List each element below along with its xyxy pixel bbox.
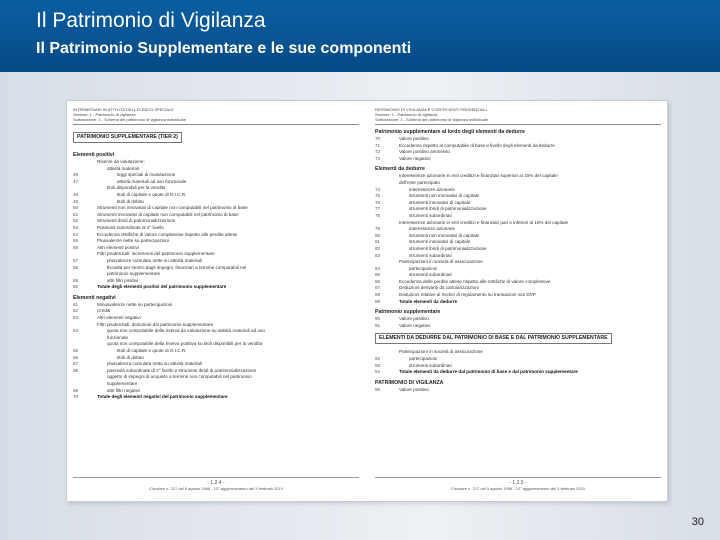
document-line-text: Filtri prudenziali: deduzioni dal patrimonio supplementare xyxy=(97,321,214,327)
document-line-text: Valore positivo ammesso xyxy=(399,149,450,155)
document-line-text: titoli di debito xyxy=(117,198,144,204)
document-line-code: 59 xyxy=(73,277,79,283)
document-line-code xyxy=(73,166,87,173)
document-line-item xyxy=(73,199,359,206)
document-line-item xyxy=(73,212,359,219)
document-line-item xyxy=(375,180,661,187)
document-section-heading: PATRIMONIO DI VIGILANZA xyxy=(375,379,444,386)
document-line-text: altri filtri negativi xyxy=(107,387,140,393)
header-line: PATRIMONIO DI VIGILANZA E COEFFICIENTI PRUDENZIALI xyxy=(375,107,487,112)
document-line-item xyxy=(73,302,359,309)
document-line-item xyxy=(73,258,359,265)
document-line-text: Valore negativo xyxy=(399,322,431,328)
document-line-item xyxy=(73,355,359,362)
document-line-text: titoli di debito xyxy=(117,354,144,360)
document-line-code xyxy=(375,173,389,180)
document-page-number: - 1.2.5 - xyxy=(375,477,661,486)
document-line-item xyxy=(375,253,661,260)
document-line-item xyxy=(73,185,359,192)
document-line-text: plusvalenze cumulate nette su attività materiali xyxy=(107,257,202,263)
document-line-text: Eccedenza rettifiche di valore complessive rispetto alle perdite attese xyxy=(97,231,238,237)
document-line-text: patrimonio supplementare xyxy=(107,271,161,277)
document-line-text: quota non computabile della riserva positiva su titoli disponibili per la vendita xyxy=(107,341,263,347)
document-line-code: 52 xyxy=(73,218,79,224)
document-line-item xyxy=(73,394,359,401)
document-line-code: 75 xyxy=(375,193,381,199)
document-line-text: passività subordinate di 2° livello e strumenti ibridi di patrimonializzazione xyxy=(107,367,257,373)
document-line-code: 91 xyxy=(375,322,381,328)
document-line-code: 92 xyxy=(375,356,381,362)
document-line-item xyxy=(73,278,359,285)
document-line-text: Crediti xyxy=(97,308,111,314)
document-line-code: 69 xyxy=(73,387,79,393)
document-line-text: Strumenti non innovativi di capitale non computabili nel patrimonio di base xyxy=(97,205,248,211)
document-line-code: 55 xyxy=(73,238,79,244)
document-line-item xyxy=(375,369,661,376)
document-line-item xyxy=(73,322,359,329)
document-line-text: Deduzioni derivanti da cartolarizzazioni xyxy=(399,285,479,291)
document-line-code: 70 xyxy=(73,394,79,400)
document-line-code xyxy=(73,159,87,166)
document-section-heading: Patrimonio supplementare al lordo degli elementi da dedurre xyxy=(375,129,525,135)
document-line-item xyxy=(375,233,661,240)
document-line-text: Deduzioni relative al rischio di regolamento su transazioni non DVP xyxy=(399,292,536,298)
document-line-item xyxy=(375,299,661,306)
document-line-code: 57 xyxy=(73,257,79,263)
document-line-text: Totale elementi da dedurre dal patrimonio di base e dal patrimonio supplementare xyxy=(399,369,578,375)
document-line-item xyxy=(375,187,661,194)
slide-subtitle: Il Patrimonio Supplementare e le sue componenti xyxy=(36,40,412,57)
document-line-text: Valore positivo xyxy=(399,386,429,392)
document-line-text: attività materiali ad uso funzionale xyxy=(117,178,187,184)
document-line-code xyxy=(73,381,87,388)
document-section-heading: Elementi da dedurre xyxy=(375,166,425,173)
document-line-code: 83 xyxy=(375,252,381,258)
document-line-text: partecipazioni xyxy=(409,265,438,271)
document-line-code: 93 xyxy=(375,362,381,368)
document-line-item xyxy=(73,348,359,355)
document-line-text: Altri elementi negativi xyxy=(97,315,141,321)
slide-page-number: 30 xyxy=(691,516,704,528)
document-line-item xyxy=(375,363,661,370)
document-line-code: 62 xyxy=(73,308,79,314)
document-line-text: partecipazioni xyxy=(409,356,438,362)
document-line-code: 47 xyxy=(73,178,79,184)
document-line-item xyxy=(375,206,661,213)
document-line-text: Interessenze azionarie in enti creditizi e finanziari superiori al 10% del capitale xyxy=(399,173,558,179)
document-section-heading: Elementi negativi xyxy=(73,294,116,301)
document-line-text: strumenti non innovativi di capitale xyxy=(409,193,480,199)
header-line: Sottosezione: 1 - Schema del patrimonio di vigilanza individuale xyxy=(73,117,186,122)
document-line-item xyxy=(73,388,359,395)
document-line-text: titoli di capitale e quote di O.I.C.R. xyxy=(117,348,187,354)
document-line-item xyxy=(375,349,661,356)
document-line-code: 90 xyxy=(375,316,381,322)
slide-header xyxy=(0,0,720,72)
document-line-text: strumenti innovativi di capitale xyxy=(409,239,471,245)
document-line-code: 48 xyxy=(73,191,79,197)
document-section-heading: Elementi positivi xyxy=(73,152,115,158)
document-line-item xyxy=(375,200,661,207)
document-line-item xyxy=(375,356,661,363)
document-line-code: 78 xyxy=(375,212,381,218)
document-line-text: Riserve da valutazione: xyxy=(97,159,145,164)
document-line-code: 46 xyxy=(73,172,79,178)
document-line-text: strumenti non innovativi di capitale xyxy=(409,232,480,238)
document-line-code: 74 xyxy=(375,186,381,192)
document-line-item xyxy=(73,308,359,315)
document-line-item xyxy=(375,193,661,200)
document-line-code: 70 xyxy=(375,136,381,141)
document-line-text: Totale elementi da dedurre xyxy=(399,298,458,304)
document-right-footer xyxy=(375,477,661,491)
document-line-item xyxy=(375,149,661,156)
document-line-code: 89 xyxy=(375,298,381,304)
document-line-item xyxy=(73,361,359,368)
document-line-code xyxy=(73,374,87,381)
document-line-code: 64 xyxy=(73,328,79,334)
document-scan xyxy=(66,100,668,502)
document-line-text: Partecipazioni in società di assicurazione xyxy=(399,259,483,265)
document-line-code: 63 xyxy=(73,315,79,321)
document-line-code xyxy=(375,180,389,187)
document-line-code: 50 xyxy=(73,205,79,211)
document-right-column xyxy=(375,107,661,491)
document-line-code xyxy=(73,251,87,258)
document-left-title: PATRIMONIO SUPPLEMENTARE (TIER 2) xyxy=(73,132,182,143)
document-line-item xyxy=(375,266,661,273)
document-line-text: leggi speciali di rivalutazione xyxy=(117,172,176,178)
header-line: INTERMEDIARI IN ATTIVITÀ DELL'ELENCO SPECIALE xyxy=(73,107,174,112)
document-line-code xyxy=(375,259,389,266)
document-line-text: Valore positivo xyxy=(399,136,429,141)
document-line-code: 80 xyxy=(375,232,381,238)
document-line-item xyxy=(375,387,661,394)
slide-body xyxy=(0,72,720,540)
document-line-code: 95 xyxy=(375,386,381,392)
document-line-text: strumenti subordinati xyxy=(409,272,452,278)
document-footer-note: Circolare n. 217 del 5 agosto 1996 - 12° aggiornamento del 3 febbraio 2010 xyxy=(149,486,283,491)
document-line-text: oggetto di impegni di acquisto a termine non computabili nel patrimonio xyxy=(107,374,252,380)
document-line-text: strumenti subordinati xyxy=(409,252,452,258)
document-line-item xyxy=(375,246,661,253)
document-line-code: 84 xyxy=(375,265,381,271)
document-line-text: altri filtri positivi xyxy=(107,277,139,283)
document-line-code: 76 xyxy=(375,199,381,205)
document-line-code: 67 xyxy=(73,361,79,367)
document-line-text: Totale degli elementi negativi del patrimonio supplementare xyxy=(97,394,228,400)
document-line-text: funzionale xyxy=(107,334,128,340)
document-line-item xyxy=(375,285,661,292)
document-line-item xyxy=(375,156,661,163)
document-line-text: Strumenti ibridi di patrimonializzazione xyxy=(97,218,176,224)
document-line-code: 71 xyxy=(375,142,381,148)
document-line-text: quota non computabile della riserva da valutazione su attività materiali ad uso xyxy=(107,328,265,334)
document-line-text: fiscalità per rientro dagli impegni, finanziari a termine computabili nel xyxy=(107,264,247,270)
document-line-item xyxy=(375,213,661,220)
document-line-item xyxy=(73,238,359,245)
document-line-code xyxy=(73,335,87,342)
document-line-item xyxy=(375,272,661,279)
document-line-code: 82 xyxy=(375,245,381,251)
document-line-code: 87 xyxy=(375,285,381,291)
document-line-code: 85 xyxy=(375,272,381,278)
document-line-code: 81 xyxy=(375,239,381,245)
document-line-code: 94 xyxy=(375,369,381,375)
document-line-text: titoli disponibili per la vendita xyxy=(107,185,166,191)
document-line-text: Plusvalenze nette su partecipazioni xyxy=(97,238,170,244)
document-line-code: 77 xyxy=(375,206,381,212)
document-line-text: strumenti innovativi di capitale xyxy=(409,199,471,205)
document-line-code xyxy=(73,322,87,329)
document-line-item xyxy=(73,179,359,186)
document-line-code: 73 xyxy=(375,155,381,161)
document-line-text: supplementare xyxy=(107,381,138,386)
document-line-code: 79 xyxy=(375,226,381,232)
document-line-text: Altri elementi positivi xyxy=(97,244,139,250)
document-line-code: 65 xyxy=(73,348,79,354)
document-line-item xyxy=(73,159,359,166)
document-line-code: 72 xyxy=(375,149,381,155)
document-line-text: strumenti subordinati xyxy=(409,362,452,368)
document-line-item xyxy=(73,245,359,252)
document-line-text: plusvalenza cumulata netta su attività materiali xyxy=(107,361,202,367)
document-line-text: Minusvalenze nette su partecipazioni xyxy=(97,301,173,307)
document-line-item xyxy=(375,220,661,227)
document-page-number: - 1.2.4 - xyxy=(73,477,359,486)
document-line-code: 88 xyxy=(375,292,381,298)
document-line-text: Eccedenza rispetto al computabile di base e livello degli elementi da dedurre xyxy=(399,142,555,148)
document-line-code: 61 xyxy=(73,301,79,307)
document-line-code: 86 xyxy=(375,278,381,284)
document-line-text: Eccedenza delle perdite attese rispetto alle rettifiche di valore complessive xyxy=(399,278,551,284)
document-line-text: Filtri prudenziali: incrementi del patrimonio supplementare xyxy=(97,251,215,257)
document-line-item xyxy=(73,251,359,258)
document-line-code: 66 xyxy=(73,354,79,360)
document-line-item xyxy=(375,279,661,286)
document-line-item xyxy=(73,225,359,232)
document-line-item xyxy=(375,259,661,266)
document-line-item xyxy=(73,374,359,381)
document-line-code: 51 xyxy=(73,211,79,217)
document-line-text: Totale degli elementi positivi del patrimonio supplementare xyxy=(97,284,227,290)
document-line-item xyxy=(73,335,359,342)
document-line-code xyxy=(375,220,389,227)
document-left-header xyxy=(73,107,359,125)
document-line-code: 49 xyxy=(73,198,79,204)
document-line-text: interessenze azionarie xyxy=(409,226,455,232)
slide-title: Il Patrimonio di Vigilanza xyxy=(36,9,266,32)
document-line-code xyxy=(73,341,87,348)
document-left-footer xyxy=(73,477,359,491)
document-line-text: Interessenze azionarie in enti creditizi e finanziari pari o inferiori al 10% del capitale xyxy=(399,219,569,225)
document-line-item xyxy=(73,315,359,322)
document-line-item xyxy=(73,284,359,291)
document-line-text: strumenti subordinati xyxy=(409,212,452,218)
document-line-item xyxy=(375,226,661,233)
document-line-text: Valore negativo xyxy=(399,155,431,161)
document-left-rows xyxy=(73,152,359,401)
document-line-code: 56 xyxy=(73,244,79,250)
document-line-text: interessenze azionarie xyxy=(409,186,455,192)
header-line: Sottosezione: 1 - Schema del patrimonio di vigilanza individuale xyxy=(375,117,488,122)
document-line-text: Valore positivo xyxy=(399,316,429,322)
document-line-item xyxy=(73,381,359,388)
document-line-item xyxy=(73,271,359,278)
document-line-text: Strumenti innovativi di capitale non computabili nel patrimonio di base xyxy=(97,211,239,217)
header-line: Sezione: 1 - Patrimonio di vigilanza xyxy=(375,112,438,117)
document-line-code: 54 xyxy=(73,231,79,237)
document-line-item xyxy=(73,205,359,212)
document-line-item xyxy=(375,323,661,330)
document-line-item xyxy=(73,218,359,225)
document-line-code: 53 xyxy=(73,224,79,230)
document-line-item xyxy=(375,292,661,299)
document-line-item xyxy=(375,173,661,180)
document-line-text: strumenti ibridi di patrimonializzazione xyxy=(409,245,487,251)
document-line-item xyxy=(375,136,661,143)
document-line-text: titoli di capitale e quote di O.I.C.R. xyxy=(117,191,187,197)
document-line-code: 68 xyxy=(73,367,79,373)
document-line-code: 58 xyxy=(73,264,79,270)
document-section-heading: Patrimonio supplementare xyxy=(375,309,441,316)
document-line-item xyxy=(73,265,359,272)
document-line-text: dell'ente partecipato xyxy=(399,179,440,185)
document-line-text: Passività subordinate di 2° livello xyxy=(97,224,164,230)
document-section-heading: ELEMENTI DA DEDURRE DAL PATRIMONIO DI BASE E DAL PATRIMONIO SUPPLEMENTARE xyxy=(375,333,612,344)
document-line-text: Partecipazioni in società di assicurazione xyxy=(399,349,483,355)
document-left-column xyxy=(73,107,359,491)
document-line-item xyxy=(73,368,359,375)
document-line-item xyxy=(375,143,661,150)
document-line-item xyxy=(73,341,359,348)
document-line-item xyxy=(73,192,359,199)
document-line-item xyxy=(375,239,661,246)
document-footer-note: Circolare n. 217 del 5 agosto 1996 - 12° aggiornamento del 3 febbraio 2010 xyxy=(451,486,585,491)
document-line-item xyxy=(73,166,359,173)
document-line-item xyxy=(73,328,359,335)
header-line: Sezione: 1 - Patrimonio di vigilanza xyxy=(73,112,136,117)
document-line-text: strumenti ibridi di patrimonializzazione xyxy=(409,206,487,212)
document-line-code: 60 xyxy=(73,284,79,290)
document-line-item xyxy=(73,172,359,179)
document-line-code xyxy=(73,271,87,278)
document-right-rows xyxy=(375,129,661,393)
document-line-item xyxy=(73,232,359,239)
document-line-item xyxy=(375,316,661,323)
document-line-text: attività materiali xyxy=(107,165,139,171)
document-line-code xyxy=(73,185,87,192)
document-line-code xyxy=(375,349,389,356)
document-right-header xyxy=(375,107,661,125)
